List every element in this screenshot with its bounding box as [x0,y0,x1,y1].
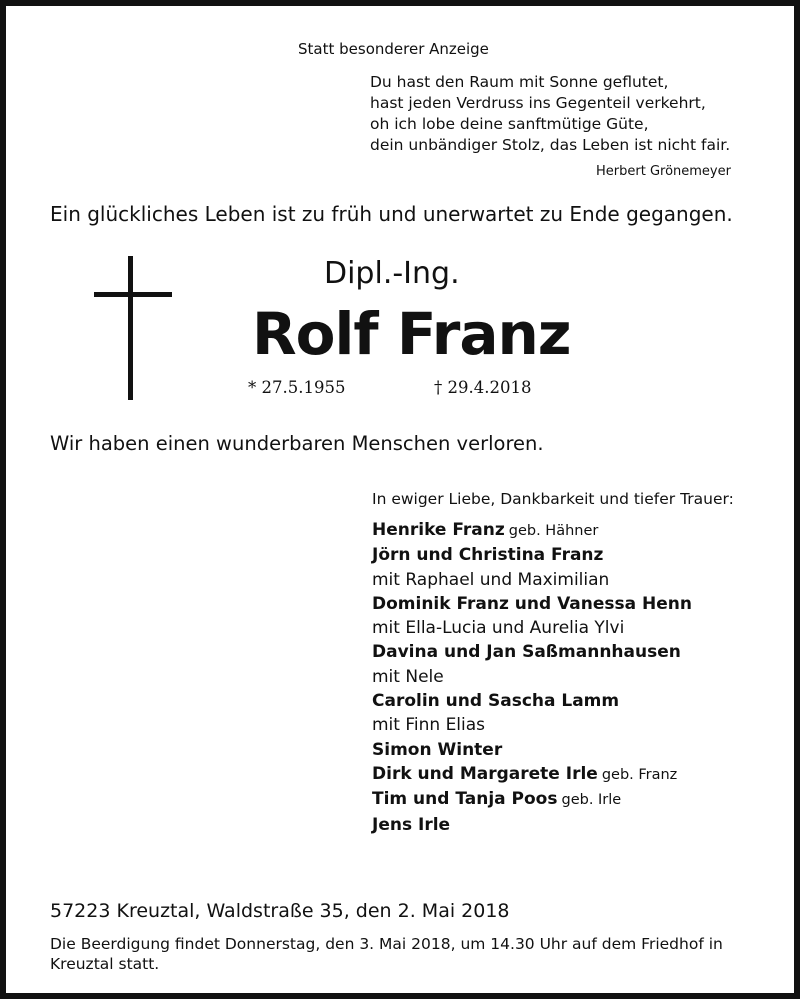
mourner-row [372,738,692,762]
mourner-name: Carolin und Sascha Lamm [372,691,620,712]
mourner-row [372,543,692,567]
poem-line: Du hast den Raum mit Sonne geflutet, [370,73,669,91]
mourner-name: Jens Irle [372,814,451,835]
mourner-suffix: geb. Hähner [508,523,599,539]
header-note: Statt besonderer Anzeige [298,40,489,58]
mourner-row [372,787,692,812]
mourner-row [372,762,692,787]
deceased-name: Rolf Franz [252,300,571,368]
mourner-name: Henrike Franz [372,520,505,540]
birth-date: * 27.5.1955 [248,378,346,397]
mourner-row [372,689,692,713]
poem-line: hast jeden Verdruss ins Gegenteil verkehrt, [370,94,706,112]
poem-line: dein unbändiger Stolz, das Leben ist nicht fair. [370,136,731,154]
funeral-notice: Die Beerdigung findet Donnerstag, den 3. Mai 2018, um 14.30 Uhr auf dem Friedhof in Kreuztal statt. [50,935,723,973]
mourner-row [372,592,692,616]
mourner-row [372,640,692,664]
mourner-children: mit Ella-Lucia und Aurelia Ylvi [372,618,625,639]
poem-line: oh ich lobe deine sanftmütige Güte, [370,115,649,133]
mourners-intro: In ewiger Liebe, Dankbarkeit und tiefer Trauer: [372,490,734,508]
deceased-title: Dipl.-Ing. [324,256,460,291]
mourner-children: mit Finn Elias [372,715,486,736]
address-date-line: 57223 Kreuztal, Waldstraße 35, den 2. Mai 2018 [50,900,510,922]
mourner-name: Dominik Franz und Vanessa Henn [372,593,692,614]
mourner-name: Tim und Tanja Poos [372,789,558,810]
mourner-name: Dirk und Margarete Irle [372,763,598,784]
mourner-name: Davina und Jan Saßmannhausen [372,642,681,663]
death-date: † 29.4.2018 [434,378,532,397]
mourner-name: Jörn und Christina Franz [372,545,604,566]
mourner-children: mit Raphael und Maximilian [372,569,610,590]
mourner-name: Simon Winter [372,739,503,760]
mourner-suffix: geb. Franz [601,766,678,783]
poem-author: Herbert Grönemeyer [596,164,731,179]
intro-text: Ein glückliches Leben ist zu früh und unerwartet zu Ende gegangen. [50,202,733,226]
cross-icon [94,256,172,400]
mourner-row [372,813,692,837]
mourner-row [372,518,692,543]
poem [370,72,730,156]
mourner-children: mit Nele [372,666,444,687]
mourners-list [372,518,692,837]
mourner-suffix: geb. Irle [561,792,622,809]
lost-text: Wir haben einen wunderbaren Menschen verloren. [50,432,544,455]
